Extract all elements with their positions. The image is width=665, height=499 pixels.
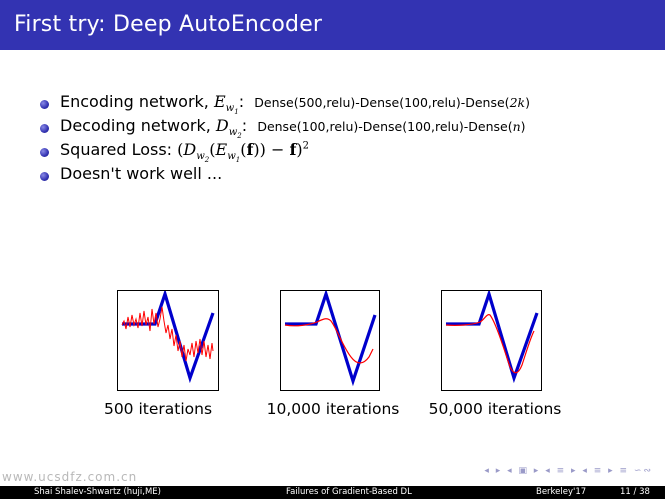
footer-talk-title: Failures of Gradient-Based DL [286,487,412,497]
footer-author: Shai Shalev-Shwartz (huji,ME) [34,487,161,497]
bullet-dot-icon [40,148,49,157]
beamer-navigation-icons[interactable]: ◂ ▸ ◂ ▣ ▸ ◂ ≡ ▸ ◂ ≡ ▸ ≡ ∽∾ [484,466,653,476]
decoding-label: Decoding network, [60,116,211,135]
encoding-label: Encoding network, [60,92,209,111]
bullet-encoding: Encoding network, $E_{w_1}$: Dense(500,relu)-Dense(100,relu)-Dense(2k) [40,92,660,116]
bullet-dot-icon [40,172,49,181]
footer-venue: Berkeley'17 [536,487,587,497]
target-curve [285,294,375,381]
decoding-detail: Dense(100,relu)-Dense(100,relu)-Dense(n) [257,119,526,134]
caption-10000-iterations: 10,000 iterations [266,400,400,418]
watermark-text: www.ucsdfz.com.cn [2,470,138,484]
target-curve [122,294,213,378]
note-text: Doesn't work well ... [60,164,223,183]
bullet-note [40,164,660,188]
bullet-decoding: Decoding network, $D_{w_2}$: Dense(100,relu)-Dense(100,relu)-Dense(n) [40,116,660,140]
bullet-dot-icon [40,124,49,133]
plot-50000-iterations [441,290,542,391]
caption-50000-iterations: 50,000 iterations [428,400,562,418]
target-curve [446,294,537,378]
bullet-dot-icon [40,100,49,109]
decoding-symbol: $D_{w_2}$ [215,116,242,141]
loss-label: Squared Loss: [60,140,173,159]
bullet-list [40,92,660,188]
title-bar [0,0,665,50]
encoding-symbol: $E_{w_1}$ [213,92,239,117]
loss-formula: $(D_{w_2}(E_{w_1}(f)) - f)^2$ [177,140,309,165]
plot-10000-iterations [280,290,380,391]
footer-bar [0,486,665,499]
slide-title: First try: Deep AutoEncoder [14,12,323,37]
caption-500-iterations: 500 iterations [103,400,213,418]
bullet-loss [40,140,660,164]
plot-500-iterations [117,290,219,391]
footer-page-number: 11 / 38 [620,487,650,497]
encoding-detail: Dense(500,relu)-Dense(100,relu)-Dense(2k) [254,95,530,110]
